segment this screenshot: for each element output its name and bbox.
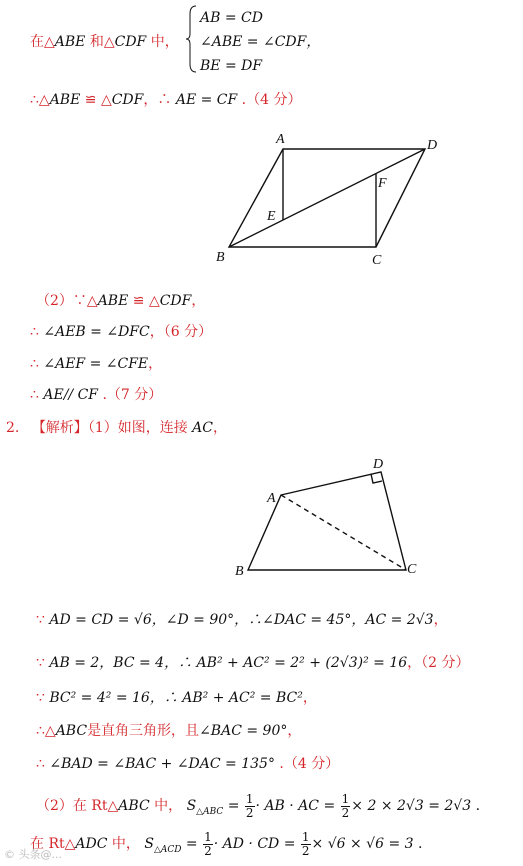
sol-line5: ∴ ∠BAD = ∠BAC + ∠DAC = 135° .（4 分） <box>36 756 340 772</box>
fraction-half: $\frac{1}{2}$ <box>301 829 310 858</box>
system-brace <box>186 4 198 78</box>
given-line: 在△ABE 和△CDF 中， <box>30 34 179 50</box>
label-C: C <box>372 253 382 268</box>
fraction-half: $\frac{1}{2}$ <box>341 791 350 820</box>
part2-line4: ∴ AE// CF .（7 分） <box>30 387 163 403</box>
equation-system <box>200 6 320 78</box>
figure-parallelogram <box>200 125 450 270</box>
system-eq-2: ∠ABE = ∠CDF， <box>200 34 321 50</box>
system-eq-1: AB = CD <box>200 10 263 26</box>
label-D: D <box>427 138 438 153</box>
label-A2: A <box>267 491 276 506</box>
segment-bd <box>229 149 425 247</box>
sol-line6: （2）在 Rt△ABC 中， $S_{\triangle ABC}$ = $\frac{1}{2}$ · AB · AC = $\frac{1}{2}$ × 2 × 2√3 = 2√3 . <box>36 791 481 820</box>
part2-line2: ∴ ∠AEB = ∠DFC，（6 分） <box>30 324 213 340</box>
figure-quadrilateral <box>225 452 425 582</box>
watermark: © 头条@... <box>4 848 62 861</box>
sol-line7: 在 Rt△ADC 中， $S_{\triangle ACD}$ = $\frac{1}{2}$ · AD · CD = $\frac{1}{2}$ × √6 × √6 = 3 . <box>30 829 423 858</box>
part2-line1: （2）∵△ABE ≌ △CDF， <box>36 293 206 309</box>
segment-ac-dashed <box>281 495 406 570</box>
label-A: A <box>276 132 285 147</box>
sol-line3: ∵ BC² = 4² = 16，∴ AB² + AC² = BC²， <box>36 690 317 706</box>
sol-line4: ∴△ABC是直角三角形，且∠BAC = 90°， <box>36 723 302 739</box>
sol-line1: ∵ AD = CD = √6，∠D = 90°，∴∠DAC = 45°，AC = 2√3， <box>36 612 448 628</box>
q2-tag: 【解析】 <box>31 420 88 436</box>
label-C2: C <box>407 562 417 577</box>
label-B: B <box>216 250 225 265</box>
sol-line2: ∵ AB = 2，BC = 4，∴ AB² + AC² = 2² + (2√3)² = 16，（2 分） <box>36 655 470 671</box>
q2-number: 2. <box>6 420 20 436</box>
label-D2: D <box>373 457 384 472</box>
fraction-half: $\frac{1}{2}$ <box>204 829 212 858</box>
label-B2: B <box>235 564 244 579</box>
q2-header: 2. 【解析】（1）如图，连接 AC， <box>6 420 227 436</box>
label-E: E <box>267 209 276 224</box>
fraction-half: $\frac{1}{2}$ <box>245 791 254 820</box>
system-eq-3: BE = DF <box>200 58 263 74</box>
congruence-conclusion: ∴△ABE ≌ △CDF，∴ AE = CF .（4 分） <box>30 92 302 108</box>
label-F: F <box>378 176 387 191</box>
part2-line3: ∴ ∠AEF = ∠CFE， <box>30 356 163 372</box>
right-angle-mark <box>371 474 382 483</box>
